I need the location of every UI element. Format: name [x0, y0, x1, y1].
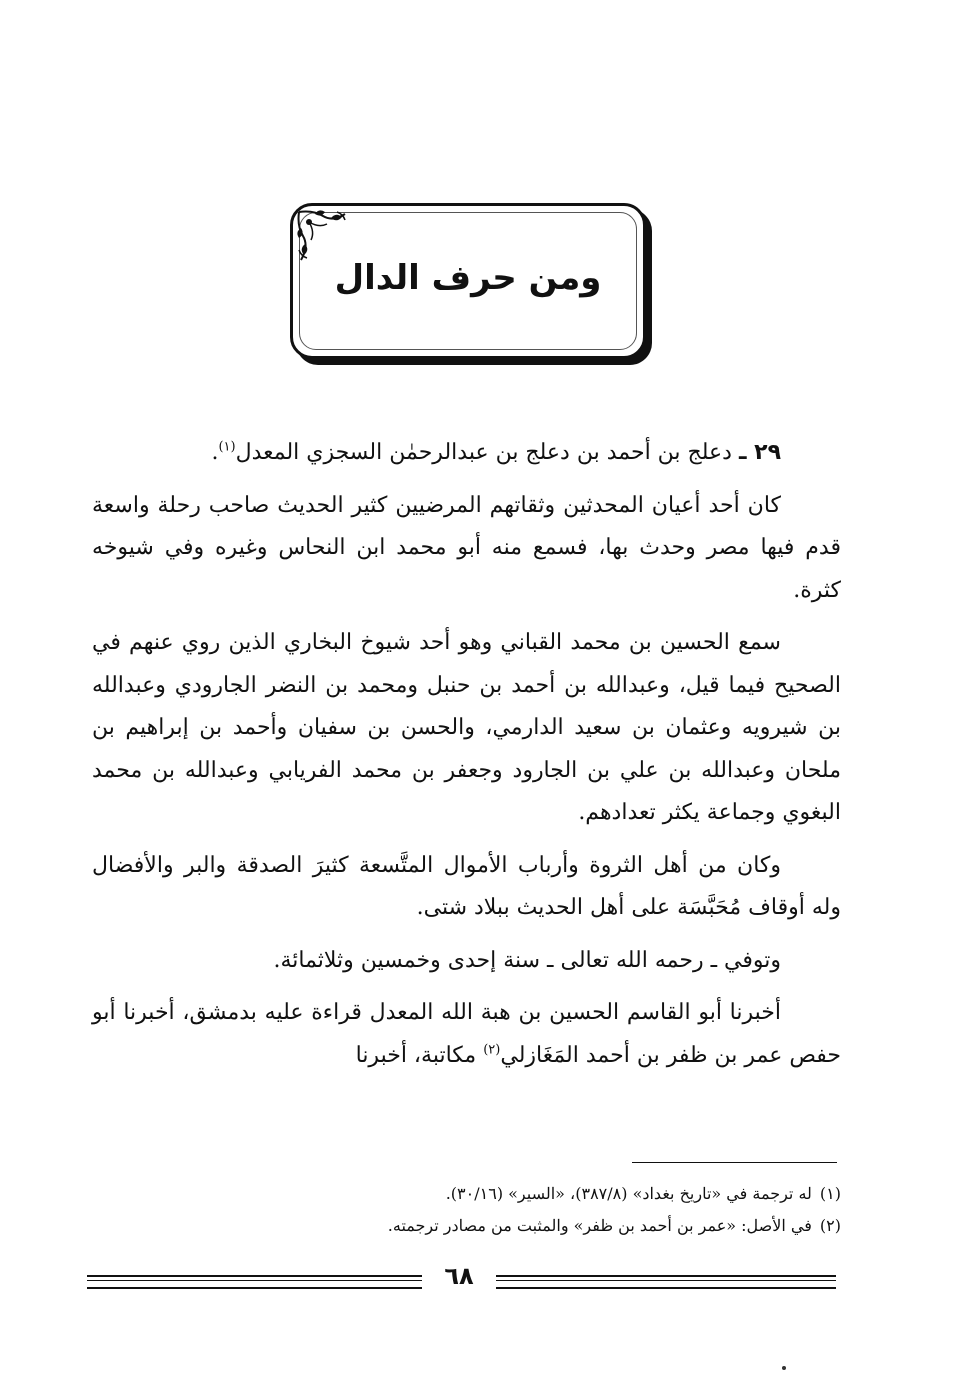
footnote-1 [92, 1178, 841, 1210]
page-number-rule-right [496, 1275, 836, 1289]
entry-number: ٢٩ ـ [738, 440, 781, 465]
isnad-text-a: أخبرنا أبو القاسم الحسين بن هبة الله المعدل قراءة عليه بدمشق، أخبرنا أبو حفص عمر بن ظفر بن أحمد المَغَازلي [92, 1000, 841, 1068]
footnote-ref-2: (٢) [483, 1042, 501, 1058]
isnad-text-b: مكاتبة، أخبرنا [355, 1042, 484, 1068]
entry-heading-paragraph [92, 432, 841, 475]
footnotes [92, 1178, 841, 1242]
footnote-ref-1: (١) [218, 439, 236, 455]
chapter-heading-frame [290, 203, 646, 359]
footnote-text: في الأصل: «عمر بن أحمد بن ظفر» والمثبت من مصادر ترجمته. [387, 1216, 812, 1235]
scan-speck [782, 1366, 786, 1370]
footnote-text: له ترجمة في «تاريخ بغداد» (٣٨٧/٨)، «السير» (٣٠/١٦). [445, 1184, 812, 1203]
main-text [92, 432, 841, 1087]
entry-name: دعلج بن أحمد بن دعلج بن عبدالرحمٰن السجزي المعدل [235, 440, 732, 465]
paragraph-isnad [92, 992, 841, 1077]
paragraph-death [92, 940, 841, 983]
footnote-separator [632, 1162, 837, 1163]
page-number-rule-left [87, 1275, 422, 1289]
page-number: ٦٨ [444, 1262, 474, 1290]
footnote-number: (٢) [819, 1216, 841, 1235]
paragraph-wealth: وكان من أهل الثروة وأرباب الأموال المتَّسعة كثيرَ الصدقة والبر والأفضال وله أوقاف مُحَبَّسَة على أهل الحديث ببلاد شتى. [92, 852, 841, 920]
death-text: وتوفي ـ رحمه الله تعالى ـ سنة إحدى وخمسين وثلاثمائة. [273, 947, 781, 973]
footnote-2 [92, 1210, 841, 1242]
entry-end: . [211, 440, 219, 465]
footnote-number: (١) [819, 1184, 841, 1203]
chapter-title: ومن حرف الدال [334, 258, 602, 298]
paragraph-description: كان أحد أعيان المحدثين وثقاتهم المرضيين كثير الحديث صاحب رحلة واسعة قدم فيها مصر وحدث بها، فسمع منه أبو محمد ابن النحاس وغيره وفي شيوخه كثرة. [92, 492, 841, 603]
paragraph-teachers: سمع الحسين بن محمد القباني وهو أحد شيوخ البخاري الذين روي عنهم في الصحيح فيما قيل، وعبدالله بن أحمد بن حنبل ومحمد بن النضر الجارودي وعبدالله بن شيرويه وعثمان بن سعيد الدارمي، والحسن بن سفيان وأحمد بن إبراهيم بن ملحان وعبدالله بن علي بن الجارود وجعفر بن محمد الفريابي وعبدالله بن محمد البغوي وجماعة يكثر تعدادهم. [92, 630, 841, 825]
